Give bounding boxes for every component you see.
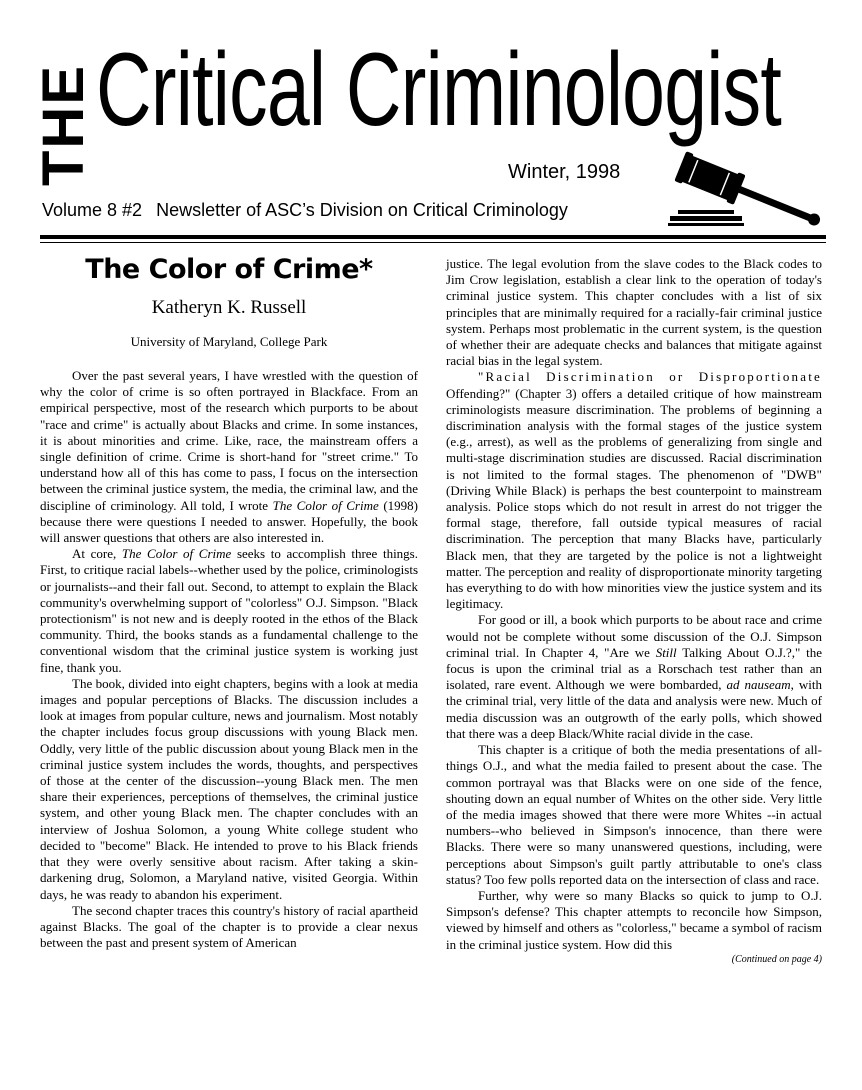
continued-note[interactable]: (Continued on page 4) bbox=[731, 953, 822, 965]
paragraph: Further, why were so many Blacks so quick to jump to O.J. Simpson's defense? This chapter attempts to reconcile how Simpson, viewed by himself and others as "colorless," became a symbol of racism in the criminal justice system. How did this bbox=[446, 887, 822, 952]
article-title: The Color of Crime* bbox=[85, 254, 373, 285]
masthead-title: Critical Criminologist bbox=[96, 32, 782, 148]
masthead-the-text: THE bbox=[31, 64, 96, 186]
volume-number: Volume 8 #2 bbox=[42, 200, 143, 220]
right-column bbox=[446, 256, 822, 966]
paragraph: "Racial Discrimination or Disproportionate Offending?" (Chapter 3) offers a detailed critique of how mainstream criminologists measure discrimination. The problems of beginning a discrimination analysis with the formal stages of the justice system (e.g., arrest), as well as the problems of generalizing from single and multi-stage discrimination studies are discussed. Racial discrimination is not limited to the formal stages. The phenomenon of "DWB" (Driving While Black) is perhaps the best counterpoint to mainstream analysis. Police stops which do not result in arrest do not trigger the formal stage, therefore, fall outside typical measures of racial discrimination. The perception that many Blacks have, particularly Black men, that they are targeted by the police is not a lightweight matter. The perception and reality of disproportionate minority targeting has everything to do with how minorities view the justice system and its legitimacy. bbox=[446, 369, 822, 612]
paragraph: For good or ill, a book which purports to be about race and crime would not be complete without some discussion of the O.J. Simpson criminal trial. In Chapter 4, "Are we Still Talking About O.J.?," the focus is upon the criminal trial as a Rorschach test rather than an isolated, rare event. Although we were bombarded, ad nauseam, with the criminal trial, very little of the data and analysis were new. Much of media discussion was an outgrowth of the early polls, which showed that there was a deep Black/White racial divide in the case. bbox=[446, 612, 823, 741]
masthead-the bbox=[31, 52, 96, 198]
masthead-rule-thin bbox=[40, 242, 826, 243]
paragraph: At core, The Color of Crime seeks to accomplish three things. First, to critique racial labels--whether used by the police, criminologists or journalists--and their fall out. Second, to attempt to explain the Black community's overwhelming support of "colorless" O.J. Simpson. "Black protectionism" is not new and is deeply rooted in the ethos of the Black community. Third, the books stands as a fundamental challenge to the conventional wisdom that the criminal justice system is working just fine, thank you. bbox=[40, 546, 418, 675]
newsletter-subtitle: Newsletter of ASC’s Division on Critical Criminology bbox=[156, 200, 568, 220]
volume-line bbox=[42, 199, 568, 221]
gavel-icon bbox=[668, 150, 832, 230]
article-author: Katheryn K. Russell bbox=[151, 297, 307, 318]
paragraph: justice. The legal evolution from the slave codes to the Black codes to Jim Crow legislation, establish a clear link to the operation of today's criminal justice system. This chapter concludes with a list of six principles that are minimally required for a racially-fair criminal justice system. Perhaps most problematic in the current system, is the question of whether their are adequate checks and balances that mitigate against racial bias in the legal system. bbox=[446, 256, 822, 369]
paragraph: The second chapter traces this country's history of racial apartheid against Blacks. The goal of the chapter is to provide a clear nexus between the past and present system of American bbox=[40, 902, 418, 951]
left-column bbox=[40, 254, 418, 951]
masthead-rule bbox=[40, 235, 826, 239]
paragraph: The book, divided into eight chapters, begins with a look at media images and popular perceptions of Blacks. The discussion includes a look at images from popular culture, news and journalism. Most notably the chapter includes focus group discussions with young Black men. Oddly, very little of the public discussion about young Black men in the criminal justice system includes the words, thoughts, and perspectives of those at the center of the discussion--young Black men. The men share their experiences, perceptions of themselves, the criminal justice system, and other young Black men. The chapter concludes with an interview of Joshua Solomon, a young White college student who decided to "become" Black. He intended to prove to his Black friends that they were overly sensitive about racism. After taking a skin-darkening drug, Solomon, a Maryland native, visited Georgia. Within days, he was ready to abandon his experiment. bbox=[40, 675, 418, 902]
issue-date: Winter, 1998 bbox=[508, 161, 621, 183]
paragraph: Over the past several years, I have wrestled with the question of why the color of crime is so often portrayed in Blackface. From an empirical perspective, most of the research which purports to be about "race and crime" is actually about Blacks and crime. In some instances, it is about minorities and crime. Like, race, the mainstream offers a single definition of crime. Crime is short-hand for "street crime." To understand how all of this has come to pass, I focus on the intersection between the criminal justice system, the media, the criminal law, and the discipline of criminology. All told, I wrote The Color of Crime (1998) because there were questions I needed to answer. Hopefully, the book will answer questions that others are also interested in. bbox=[40, 368, 418, 546]
paragraph: This chapter is a critique of both the media presentations of all-things O.J., and what the media failed to present about the case. The common portrayal was that Blacks were on one side of the fence, shouting down an equal number of Whites on the other side. Very little of the media images showed that there were more Whites --in actual numbers--who believed in Simpson's innocence, than there were Blacks. There were so many unanswered questions, including, were perceptions about Simpson's guilt partly attributable to one's class status? Too few polls reported data on the intersection of class and race. bbox=[446, 742, 822, 887]
author-affiliation: University of Maryland, College Park bbox=[130, 334, 328, 349]
